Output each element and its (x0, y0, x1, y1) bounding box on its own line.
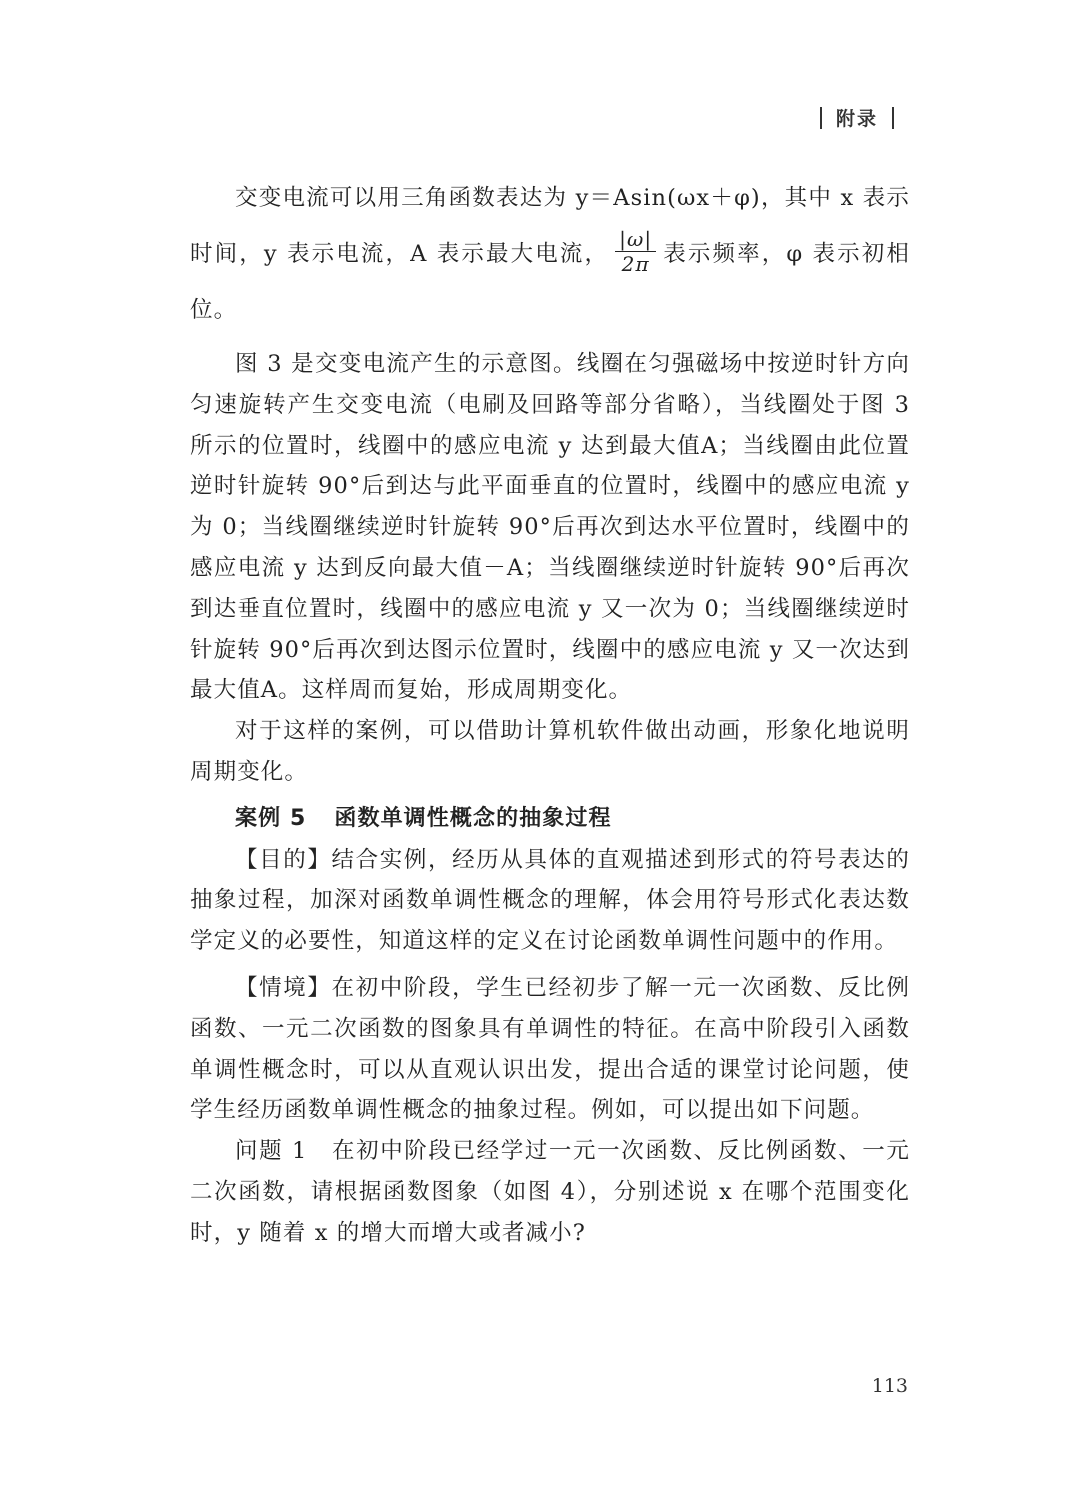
paragraph-ac-current-text: 交变电流可以用三角函数表达为 y＝Asin(ωx＋φ)，其中 x 表示时间，y 表示电流，A 表示最大电流， (190, 185, 910, 267)
page-body (190, 170, 910, 1254)
case-heading (190, 799, 910, 840)
fraction-denominator: 2π (621, 251, 650, 276)
paragraph-ac-current (190, 170, 910, 338)
header-divider-right (892, 107, 894, 129)
header-divider-left (820, 107, 822, 129)
paragraph-animation-note: 对于这样的案例，可以借助计算机软件做出动画，形象化地说明周期变化。 (190, 718, 910, 785)
paragraph-question-1: 问题 1 在初中阶段已经学过一元一次函数、反比例函数、一元二次函数，请根据函数图象（如图 4），分别述说 x 在哪个范围变化时，y 随着 x 的增大而增大或者减小? (190, 1138, 910, 1246)
paragraph-purpose: 【目的】结合实例，经历从具体的直观描述到形式的符号表达的抽象过程，加深对函数单调性概念的理解，体会用符号形式化表达数学定义的必要性，知道这样的定义在讨论函数单调性问题中的作用。 (190, 846, 910, 955)
header-section-title: 附录 (835, 108, 878, 130)
fraction-numerator: |ω| (615, 227, 656, 252)
page-number: 113 (871, 1375, 908, 1397)
paragraph-context: 【情境】在初中阶段，学生已经初步了解一元一次函数、反比例函数、一元二次函数的图象具有单调性的特征。在高中阶段引入函数单调性概念时，可以从直观认识出发，提出合适的课堂讨论问题，使学生经历函数单调性概念的抽象过程。例如，可以提出如下问题。 (190, 974, 910, 1124)
paragraph-ac-current-text-end: 表示频率，φ 表示初相位。 (190, 241, 910, 323)
frequency-fraction (615, 227, 656, 276)
running-header (806, 104, 908, 131)
case-heading-title: 函数单调性概念的抽象过程 (334, 805, 612, 831)
paragraph-figure3-explanation: 图 3 是交变电流产生的示意图。线圈在匀强磁场中按逆时针方向匀速旋转产生交变电流（电刷及回路等部分省略），当线圈处于图 3 所示的位置时，线圈中的感应电流 y 达到最大值A；当线圈由此位置逆时针旋转 90°后到达与此平面垂直的位置时，线圈中的感应电流 y 为 0；当线圈继续逆时针旋转 90°后再次到达水平位置时，线圈中的感应电流 y 达到反向最大值－A；当线圈继续逆时针旋转 90°后再次到达垂直位置时，线圈中的感应电流 y 又一次为 0；当线圈继续逆时针旋转 90°后再次到达图示位置时，线圈中的感应电流 y 又一次达到最大值A。这样周而复始，形成周期变化。 (190, 351, 910, 704)
case-heading-label: 案例 5 (235, 805, 307, 831)
